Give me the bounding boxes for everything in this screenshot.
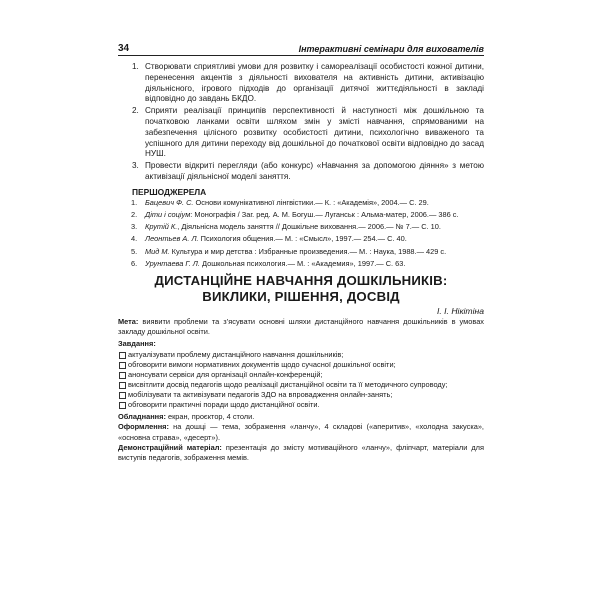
demo-material-line: Демонстраційний матеріал: презентація до змісту мотиваційного «ланчу», фліпчарт, матеріали для виступів педагогів, зображення мемів. [118, 442, 484, 462]
tasks-heading: Завдання: [118, 339, 156, 349]
checkbox-icon [119, 362, 126, 369]
task-item: обговорити практичні поради щодо дистанційної освіти. [118, 400, 484, 410]
checkbox-icon [119, 402, 126, 409]
task-item: анонсувати сервіси для організації онлайн-конференцій; [118, 370, 484, 380]
goal-item: 1. Створювати сприятливі умови для розвитку і самореалізації особистості кожної дитини, перенесення акцентів з діяльності вихователя на активність дитини, активізацію діяльнісного, ігрового підходів до організації дитячої життєдіяльності в закладі відповідно до завдань БКДО. [132, 62, 484, 104]
source-item: 6. Урунтаева Г. Л. Дошкольная психология.— М. : «Академия», 1997.— С. 63. [131, 258, 406, 268]
decor-line: Оформлення: на дошці — тема, зображення «ланчу», 4 складові («аперитив», «холодна закуска», «основна страва», «десерт»). [118, 422, 484, 442]
sources-list [118, 198, 484, 269]
page-number: 34 [118, 43, 130, 54]
checkbox-icon [119, 392, 126, 399]
article-title: ДИСТАНЦІЙНЕ НАВЧАННЯ ДОШКІЛЬНИКІВ: ВИКЛИКИ, РІШЕННЯ, ДОСВІД [154, 272, 448, 304]
source-item: 3. Крутій К., Діяльнісна модель заняття // Дошкільне виховання.— 2006.— № 7.— С. 10. [131, 222, 441, 232]
task-item: мобілізувати та активізувати педагогів ЗДО на впровадження онлайн-занять; [118, 390, 484, 400]
task-item: обговорити вимоги нормативних документів щодо сучасної дошкільної освіти; [118, 360, 484, 370]
tasks-list [118, 350, 484, 411]
source-item: 5. Мид М. Культура и мир детства : Избранные произведения.— М. : Наука, 1988.— 429 с. [131, 246, 447, 256]
goal-item: 2. Сприяти реалізації принципів перспективності й наступності між дошкільною та початковою ланками освіти шляхом змін у змісті навчання, спрямованими на забезпечення цілісного розвитку особистості дитини, психологічно виваженого та успішного для дитини переходу від дошкільної до початкової освіти відповідно до засад НУШ. [132, 106, 484, 159]
task-item: актуалізувати проблему дистанційного навчання дошкільників; [118, 350, 484, 360]
goal-item: 3. Провести відкриті перегляди (або конкурс) «Навчання за допомогою діяння» з метою активізації діяльнісної моделі заняття. [132, 161, 484, 181]
goals-list [118, 62, 484, 183]
page-header [118, 40, 484, 56]
equipment-line: Обладнання: екран, проєктор, 4 столи. [118, 412, 255, 422]
checkbox-icon [119, 352, 126, 359]
article-author: І. І. Нікітіна [437, 305, 484, 316]
source-item: 1. Бацевич Ф. С. Основи комунікативної лінгвістики.— К. : «Академія», 2004.— С. 29. [131, 197, 429, 207]
checkbox-icon [119, 372, 126, 379]
task-item: висвітлити досвід педагогів щодо реалізації дистанційної освіти та її методичного супроводу; [118, 380, 484, 390]
book-page [118, 40, 484, 463]
source-item: 2. Діти і соціум: Монографія / Заг. ред. А. М. Богуш.— Луганськ : Альма-матер, 2006.— 386 с. [131, 209, 459, 219]
source-item: 4. Леонтьев А. Л. Психология общения.— М. : «Смысл», 1997.— 254.— С. 40. [131, 234, 407, 244]
checkbox-icon [119, 382, 126, 389]
sources-heading: ПЕРШОДЖЕРЕЛА [132, 186, 207, 197]
article-goal: Мета: виявити проблеми та з’ясувати основні шляхи дистанційного навчання дошкільників в умовах закладу дошкільної освіти. [118, 316, 484, 337]
running-title: Інтерактивні семінари для вихователів [298, 44, 484, 54]
